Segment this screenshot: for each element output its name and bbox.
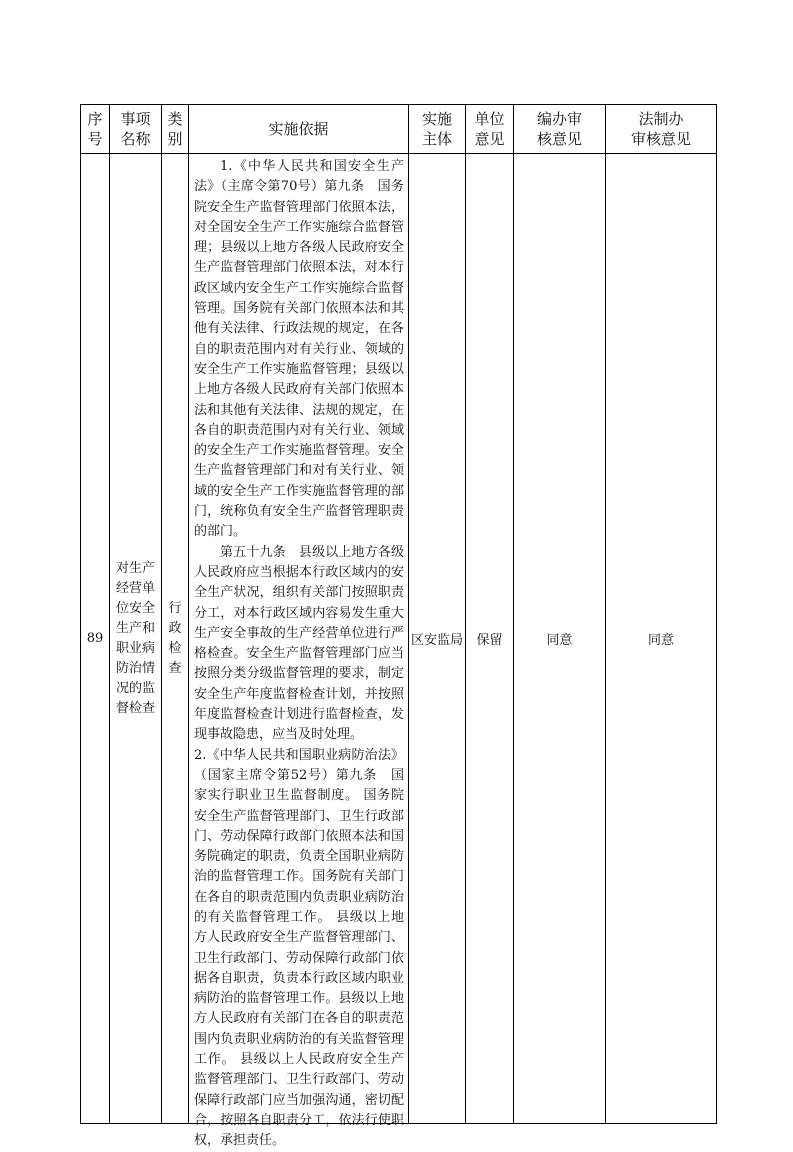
header-subject: 实施 主体	[409, 105, 466, 154]
fazhiban-opinion-cell: 同意	[606, 154, 717, 1124]
table-row	[81, 154, 717, 1124]
header-unit-opinion: 单位 意见	[466, 105, 514, 154]
basis-text	[194, 157, 404, 1149]
basis-paragraph: 2.《中华人民共和国职业病防治法》（国家主席令第52号）第九条 国家实行职业卫生监督制度。 国务院安全生产监督管理部门、卫生行政部门、劳动保障行政部门依照本法和国务院确定的职责，负责全国职业病防治的监督管理工作。国务院有关部门在各自的职责范围内负责职业病防治的有关监督管理工作。 县级以上地方人民政府安全生产监督管理部门、卫生行政部门、劳动保障行政部门依据各自职责，负责本行政区域内职业病防治的监督管理工作。县级以上地方人民政府有关部门在各自的职责范围内负责职业病防治的有关监督管理工作。 县级以上人民政府安全生产监督管理部门、卫生行政部门、劳动保障行政部门应当加强沟通，密切配合，按照各自职责分工，依法行使职权，承担责任。	[194, 747, 404, 1149]
header-basis: 实施依据	[189, 105, 409, 154]
header-seq: 序 号	[81, 105, 110, 154]
unit-opinion-cell: 保留	[466, 154, 514, 1124]
header-fazhiban-opinion: 法制办 审核意见	[606, 105, 717, 154]
header-row	[81, 105, 717, 154]
subject-cell: 区安监局	[409, 154, 466, 1124]
approval-table	[80, 104, 717, 1149]
bianban-opinion-cell: 同意	[514, 154, 606, 1124]
basis-paragraph: 1.《中华人民共和国安全生产法》（主席令第70号）第九条 国务院安全生产监督管理部门依照本法，对全国安全生产工作实施综合监督管理；县级以上地方各级人民政府安全生产监督管理部门依照本法，对本行政区域内安全生产工作实施综合监督管理。国务院有关部门依照本法和其他有关法律、行政法规的规定，在各自的职责范围内对有关行业、领域的安全生产工作实施监督管理；县级以上地方各级人民政府有关部门依照本法和其他有关法律、法规的规定，在各自的职责范围内对有关行业、领域的安全生产工作实施监督管理。安全生产监督管理部门和对有关行业、领域的安全生产工作实施监督管理的部门，统称负有安全生产监督管理职责的部门。	[194, 159, 404, 540]
category-cell: 行 政 检 查	[162, 154, 189, 1124]
header-item-name: 事项 名称	[110, 105, 162, 154]
header-bianban-opinion: 编办审 核意见	[514, 105, 606, 154]
basis-cell	[189, 154, 409, 1149]
basis-paragraph: 第五十九条 县级以上地方各级人民政府应当根据本行政区域内的安全生产状况，组织有关部门按照职责分工，对本行政区域内容易发生重大生产安全事故的生产经营单位进行严格检查。安全生产监督管理部门应当按照分类分级监督管理的要求，制定安全生产年度监督检查计划，并按照年度监督检查计划进行监督检查，发现事故隐患，应当及时处理。	[194, 544, 404, 743]
header-category: 类 别	[162, 105, 189, 154]
item-name-cell: 对生产 经营单 位安全 生产和 职业病 防治情 况的监 督检查	[110, 154, 162, 1124]
seq-cell: 89	[81, 154, 110, 1124]
